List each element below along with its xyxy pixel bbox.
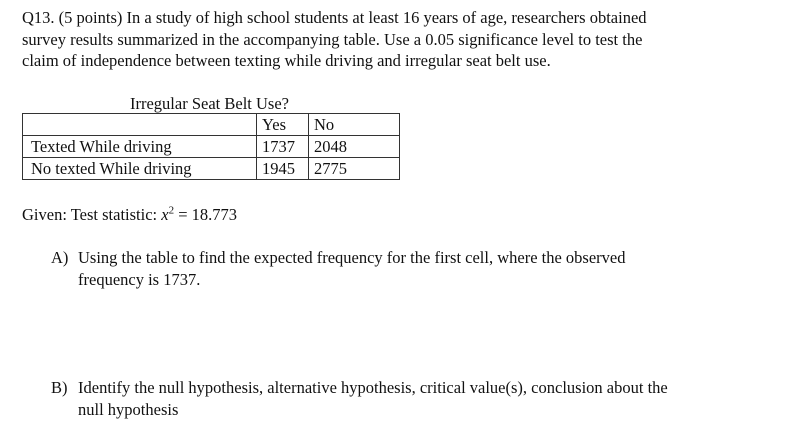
part-a-letter: A)	[51, 248, 69, 267]
part-a	[51, 247, 771, 290]
contingency-table	[22, 113, 400, 180]
part-b	[51, 377, 771, 420]
given-prefix: Given: Test statistic:	[22, 205, 162, 224]
part-a-text	[78, 247, 771, 290]
table-row	[23, 158, 400, 180]
table-corner-cell	[23, 114, 257, 136]
table-row	[23, 136, 400, 158]
row-label: Texted While driving	[23, 136, 257, 158]
question-text	[22, 7, 782, 72]
part-a-line: Using the table to find the expected frequency for the first cell, where the observed	[78, 248, 626, 267]
question-line: claim of independence between texting while driving and irregular seat belt use.	[22, 51, 551, 70]
given-equals: =	[174, 205, 192, 224]
question-line: survey results summarized in the accompanying table. Use a 0.05 significance level to test the	[22, 29, 643, 49]
column-header-yes: Yes	[257, 114, 309, 136]
part-b-letter: B)	[51, 378, 68, 397]
column-header-no: No	[309, 114, 400, 136]
table-cell: 2775	[309, 158, 400, 180]
question-line: Q13. (5 points) In a study of high school students at least 16 years of age, researchers obtained	[22, 8, 647, 27]
table-cell: 2048	[309, 136, 400, 158]
row-label: No texted While driving	[23, 158, 257, 180]
table-caption: Irregular Seat Belt Use?	[130, 94, 289, 113]
part-a-line: frequency is 1737.	[78, 269, 201, 289]
given-statement	[22, 204, 237, 226]
table-cell: 1945	[257, 158, 309, 180]
part-b-line: Identify the null hypothesis, alternative hypothesis, critical value(s), conclusion about the	[78, 378, 668, 397]
chi-square-symbol: x	[161, 205, 169, 224]
part-b-text	[78, 377, 771, 420]
test-statistic-value: 18.773	[191, 205, 238, 224]
part-b-line: null hypothesis	[78, 399, 179, 419]
chi-square-exponent: 2	[168, 204, 175, 217]
table-header-row	[23, 114, 400, 136]
table-cell: 1737	[257, 136, 309, 158]
